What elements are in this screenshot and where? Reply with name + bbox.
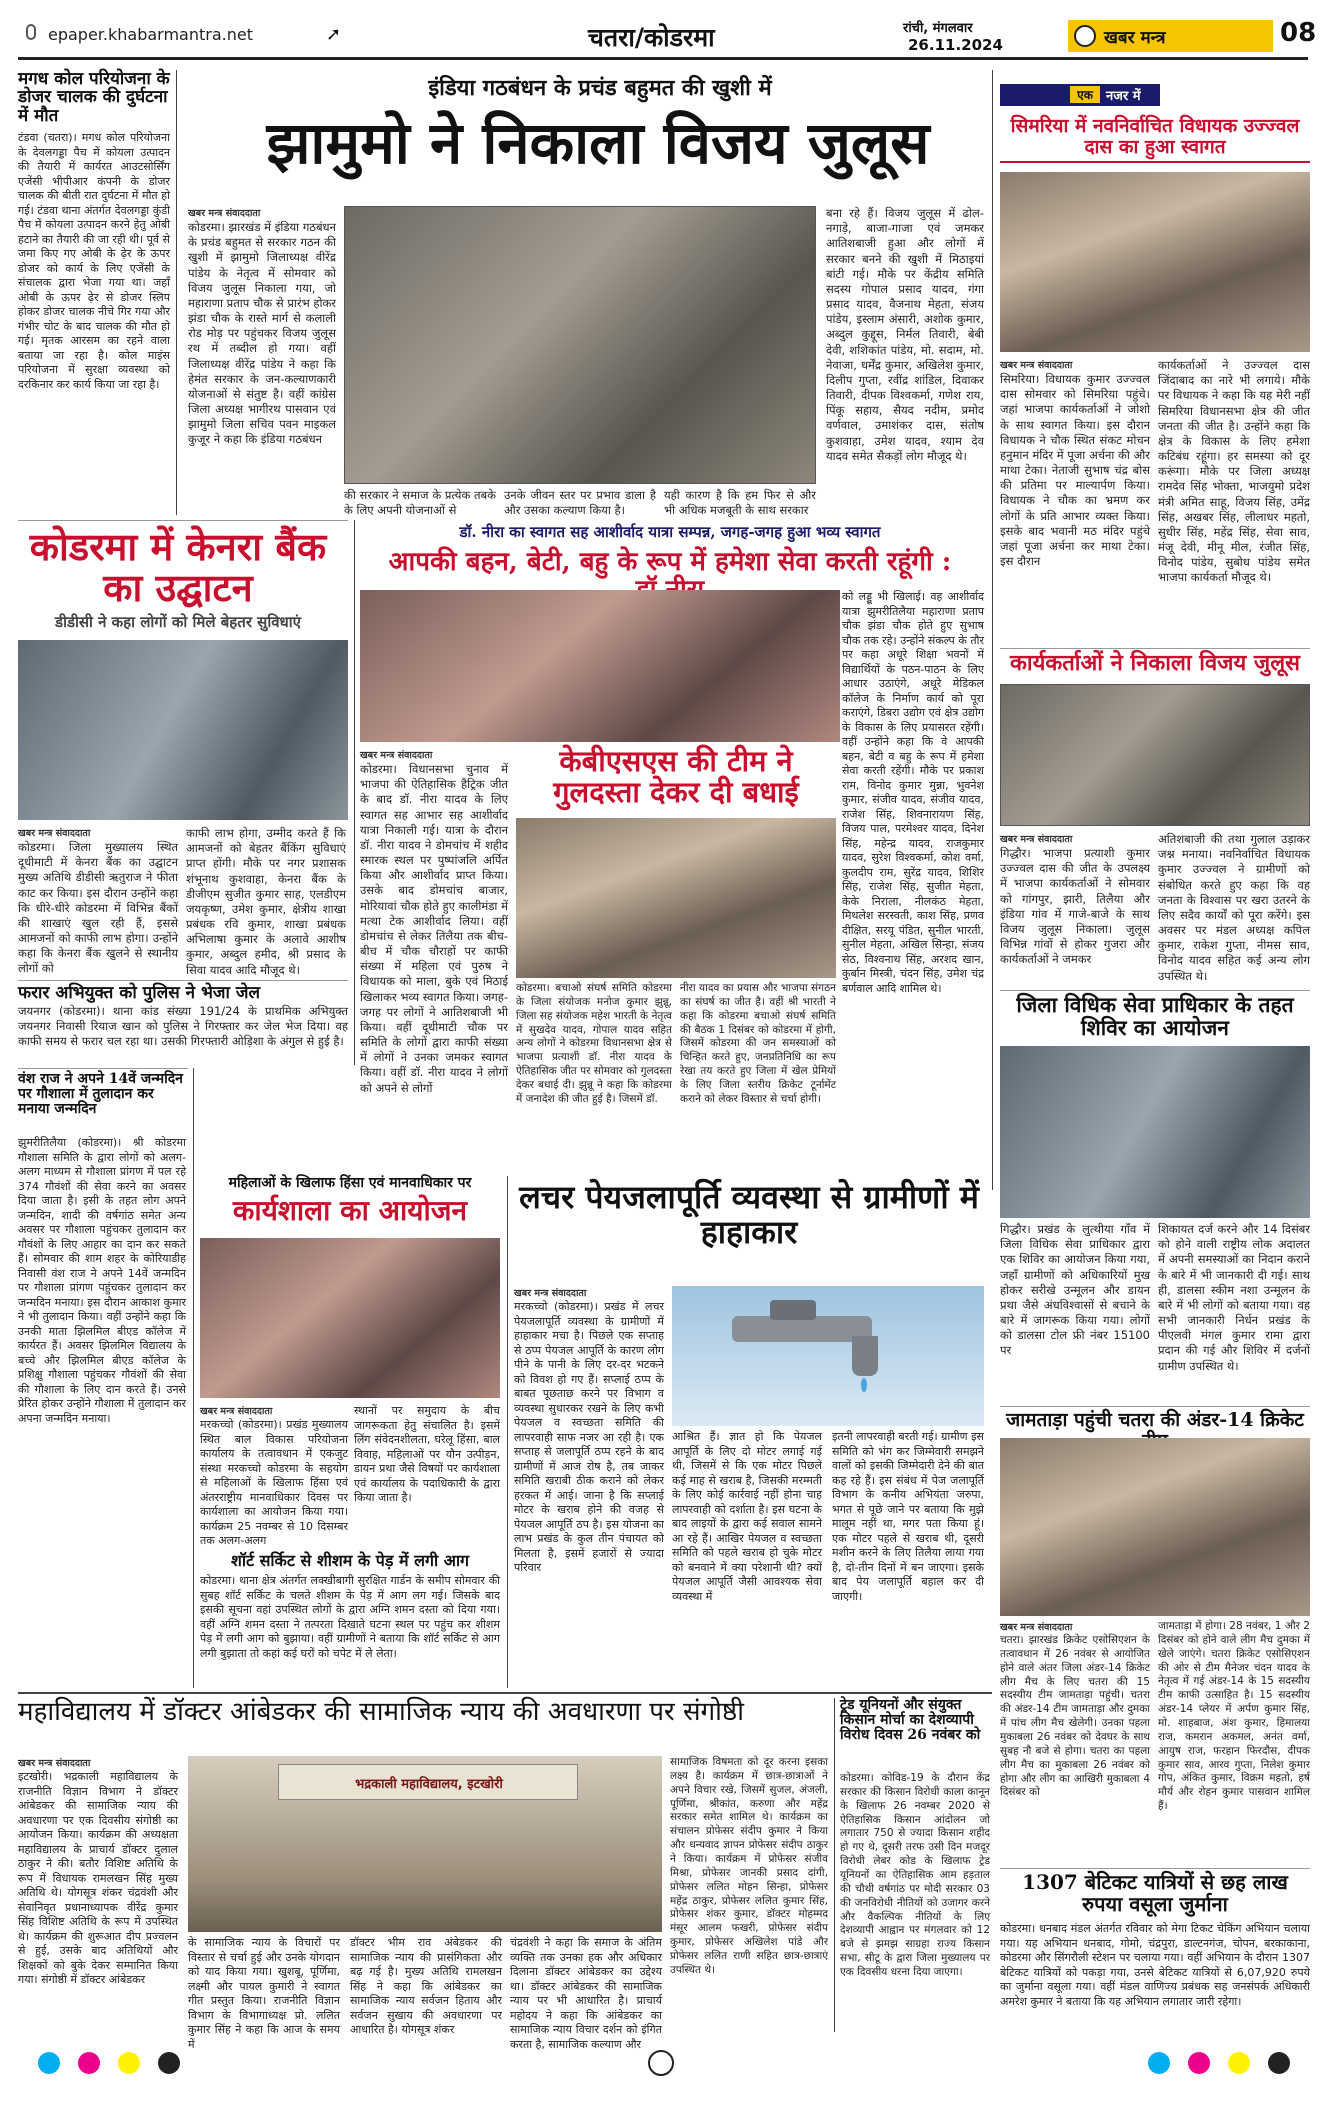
color-dot bbox=[38, 2052, 60, 2074]
neera-headline: आपकी बहन, बेटी, बहु के रूप में हमेशा सेवा करती रहूंगी : bbox=[388, 547, 952, 577]
color-dot bbox=[158, 2052, 180, 2074]
kenara-subhead: डीडीसी ने कहा लोगों को मिले बेहतर सुविधाएं bbox=[55, 613, 301, 631]
seminar-col4: सामाजिक विषमता को दूर करना इसका लक्ष्य है। कार्यक्रम में छात्र-छात्राओं ने अपने विचार रखे, जिसमें सुजल, अंजली, पूर्णिमा, श्रीकांत, करुणा और महेंद्र सरकार समेत शामिल थे। कार्यक्रम का संचालन प्रोफेसर संदीप कुमार ने किया और धन्यवाद ज्ञापन प्रोफेसर संदीप ठाकुर ने किया। कार्यक्रम में प्रोफेसर संजीव मिश्रा, प्रोफेसर जानकी प्रसाद दांगी, प्रोफेसर ललित मोहन सिन्हा, प्रोफेसर महेंद्र ठाकुर, प्रोफेसर ललित कुमार सिंह, प्रोफेसर शंकर कुमार, डॉक्टर मोहम्मद मंसूर आलम फखरी, प्रोफेसर संदीप कुमार, प्रोफेसर अखिलेश पांडे और प्रोफेसर ललित राणी सहित छात्र-छात्राएं उपस्थित थे। bbox=[670, 1756, 828, 1976]
cricket-photo bbox=[1000, 1438, 1310, 1616]
neera-byline: खबर मन्त्र संवाददाता bbox=[360, 750, 433, 761]
tag-part1: एक bbox=[1070, 86, 1100, 103]
kbsas-photo bbox=[516, 818, 836, 978]
lead-headline: झामुमो ने निकाला विजय जुलूस bbox=[266, 109, 930, 177]
kbsas-col1: कोडरमा। बचाओ संघर्ष समिति कोडरमा के जिला संयोजक मनोज कुमार झुन्नू, जिला सह संयोजक महेश भारती के नेतृत्व में सुखदेव यादव, गोपाल यादव सहित अन्य लोगों ने कोडरमा विधानसभा क्षेत्र से भाजपा प्रत्याशी डॉ. नीरा यादव के ऐतिहासिक जीत पर सोमवार को गुलदस्ता देकर बधाई दी। झुन्नू ने कहा कि कोडरमा में जनादेश की जीत हुई है। जिसमें डॉ. bbox=[516, 982, 672, 1105]
bansraj-body: झुमरीतिलैया (कोडरमा)। श्री कोडरमा गौशाला समिति के द्वारा लोगों को अलग-अलग माध्यम से गौशाला प्रांगण में पल रहे 374 गौवंशों की सेवा करने का अवसर दिया जाता है। इसी के तहत लोग अपने जन्मदिन, शादी की वर्षगांठ समेत अन्य अवसर पर गौशाला पहुंचकर तुलादान कर गौवंशों के लिए आहार का दान कर सकते हैं। सोमवार की शाम शहर के कोरियाडीह निवासी वंश राज ने अपने 14वें जन्मदिन पर गौशाला प्रांगण पहुंचकर तुलादान कर जन्मदिन मनाया। इस दौरान आकाश कुमार ने भी तुलादान किया। वहीं उन्होंने कहा कि उनकी माता झिलमिल बीएड कॉलेज में कार्यरत हैं। अवसर झिलमिल विद्यालय के बच्चे और झिलमिल बीएड कॉलेज के प्रशिक्षु गौशाला पहुंचकर गौवंशों की सेवा की गौशाला के लिए दान करते हैं। उनसे प्रेरित होकर उन्होंने गौशाला में तुलादान कर अपना जन्मदिन मनाया। bbox=[18, 1136, 186, 1425]
headline: मगध कोल परियोजना के डोजर चालक की दुर्घटना में मौत bbox=[18, 69, 170, 126]
brand-badge bbox=[1068, 20, 1273, 52]
seminar-col2: के सामाजिक न्याय के विचारों पर विस्तार से चर्चा हुई और उनके योगदान को याद किया गया। खुशबू, पूर्णिमा, लक्ष्मी और पायल कुमारी ने स्वागत गीत प्रस्तुत किया। राजनीति विज्ञान विभाग के विभागाध्यक्ष प्रो. ललित कुमार सिंह ने कहा कि आज के समय में bbox=[188, 1936, 340, 2051]
story-coal-accident bbox=[18, 70, 170, 515]
crosshair-icon bbox=[648, 2050, 674, 2076]
seminar-photo bbox=[188, 1756, 662, 1932]
nazar-byline: खबर मन्त्र संवाददाता bbox=[1000, 360, 1073, 371]
color-dot bbox=[1228, 2052, 1250, 2074]
nazar-photo bbox=[1000, 172, 1310, 352]
water-headline: लचर पेयजलापूर्ति व्यवस्था से ग्रामीणों में हाहाकार bbox=[519, 1178, 979, 1251]
vijay2-col1: गिद्धौर। भाजपा प्रत्याशी कुमार उज्ज्वल दास की जीत के उपलक्ष्य में भाजपा कार्यकर्ताओं ने सोमवार को गांगपुर, झारी, तिलैया और इंडिया गांव में गाजे-बाजे के साथ विजय जुलूस निकाला। जुलूस विभिन्न गांवों से होकर गुजरा और कार्यकर्ताओं ने जमकर bbox=[1000, 846, 1150, 967]
ticket-body: कोडरमा। धनबाद मंडल अंतर्गत रविवार को मेगा टिकट चेकिंग अभियान चलाया गया। यह अभियान धनबाद, गोमो, चंद्रपुरा, डाल्टनगंज, चोपन, बरकाकाना, कोडरमा और सिंगरौली स्टेशन पर चलाया गया। वहीं अभियान के दौरान 1307 बेटिकट यात्रियों को पकड़ा गया, उनसे बेटिकट यात्रियों से 6,07,920 रुपये का जुर्माना वसूला गया। वहीं मंडल वाणिज्य प्रबंधक सह जनसंपर्क अधिकारी अमरेश कुमार ने बताया कि यह अभियान लगातार जारी रहेगा। bbox=[1000, 1922, 1310, 2008]
lead-col3: बना रहे हैं। विजय जुलूस में ढोल-नगाड़े, बाजा-गाजा एवं जमकर आतिशबाजी हुआ और लोगों में सरकार बनने की खुशी में मिठाइयां बांटी गई। मौके पर केंद्रीय समिति सदस्य गोपाल प्रसाद यादव, गंगा प्रसाद यादव, वैजनाथ मेहता, संजय पांडेय, इस्लाम अंसारी, अशोक कुमार, अब्दुल कुद्दूस, निर्मल तिवारी, बेबी देवी, शशिकांत पांडेय, मो. सदाम, मो. नेवाजा, धर्मेंद्र कुमार, अखिलेश कुमार, दिलीप गुप्ता, रवींद्र शांडिल, दिवाकर तिवारी, दीपक विश्वकर्मा, गणेश राय, पिंकू सहाय, सैयद नदीम, प्रमोद वर्णवाल, उमाशंकर दास, संतोष कुशवाहा, उमेश यादव, श्याम देव यादव समेत सैकड़ों लोग मौजूद थे। bbox=[826, 206, 984, 463]
brand-name: खबर मन्त्र bbox=[1104, 28, 1166, 48]
tap-photo bbox=[672, 1286, 984, 1426]
cursor-icon: ➚ bbox=[326, 24, 342, 45]
mouse-icon bbox=[26, 24, 36, 40]
kenara-headline: कोडरमा में केनरा बैंक का उद्घाटन bbox=[29, 524, 327, 611]
nazar-col2: कार्यकर्ताओं ने उज्ज्वल दास जिंदाबाद का नारे भी लगाये। मौके पर विधायक ने कहा कि यह मेरी नहीं सिमरिया विधानसभा क्षेत्र की जीत जनता की जीत है। उन्होंने कहा कि क्षेत्र के विकास के लिए हमेशा कटिबंध रहूंगा। हर समस्या को दूर करूंगा। मौके पर जिला अध्यक्ष रामदेव सिंह भोक्ता, भाजयुमो प्रदेश मंत्री अमित साहू, विजय सिंह, उमेंद्र सिंह, अखबर सिंह, लीलाधर महतो, सुधीर सिंह, महेंद्र सिंह, सेवा साव, मंजू देवी, मीनू मील, रंजीत सिंह, विनोद पांडेय, सुबोध पांडेय समेत भाजपा कार्यकर्ता मौजूद थे। bbox=[1158, 358, 1310, 585]
seminar-headline: महाविद्यालय में डॉक्टर आंबेडकर की सामाजिक न्याय की अवधारणा पर संगोष्ठी bbox=[18, 1697, 744, 1727]
kenara-photo bbox=[18, 640, 348, 820]
page-number: 08 bbox=[1280, 18, 1317, 48]
brand-logo-icon bbox=[1074, 25, 1096, 47]
lead-kicker: इंडिया गठबंधन के प्रचंड बहुमत की खुशी में bbox=[428, 75, 772, 101]
mahila-kicker: महिलाओं के खिलाफ हिंसा एवं मानवाधिकार पर bbox=[228, 1175, 472, 1191]
seminar-col3: डॉक्टर भीम राव अंबेडकर की सामाजिक न्याय की प्रासंगिकता और बढ़ गई है। मुख्य अतिथि रामलखन सिंह ने कहा कि आंबेडकर का सामाजिक न्याय सर्वजन हिताय और सर्वजन सुखाय की अवधारणा पर आधारित है। योगसूत्र शंकर bbox=[350, 1936, 502, 2037]
mahila-col2: स्थानों पर समुदाय के बीच जागरूकता हेतु संचालित है। इसमें लिंग संवेदनशीलता, घरेलू हिंसा, बाल विवाह, महिलाओं पर यौन उत्पीड़न, डायन प्रथा जैसे विषयों पर कार्यशाला एवं कार्यालय के पदाधिकारी के द्वारा किया जाता है। bbox=[354, 1404, 500, 1505]
footer-registration-marks bbox=[18, 2044, 1308, 2084]
kenara-col2: काफी लाभ होगा, उम्मीद करते हैं कि आमजनों को बेहतर बैंकिंग सुविधाएं प्राप्त होंगी। मौके पर नगर प्रशासक शंभूनाथ कुशवाहा, केनरा बैंक के डीजीएम सुजीत कुमार साह, एलडीएम जयकृष्ण, उमेश कुमार, क्षेत्रीय शाखा प्रबंधक रवि कुमार, शाखा प्रबंधक अभिलाषा कुमार के अलावे आशीष कुमार, अब्दुल हमीद, श्री प्रसाद के सिवा यादव आदि मौजूद थे। bbox=[186, 826, 346, 977]
lead-col1: कोडरमा। झारखंड में इंडिया गठबंधन के प्रचंड बहुमत से सरकार गठन की खुशी में झामुमो जिलाध्यक्ष वीरेंद्र पांडेय के नेतृत्व में सोमवार को विजय जुलूस निकाला गया, जो महाराणा प्रताप चौक से प्रारंभ होकर झंडा चौक के रास्ते मार्ग से कलाली रोड मोड़ पर पहुंचकर विजय जुलूस रथ में तब्दील हो गया। वहीं जिलाध्यक्ष वीरेंद्र पांडेय ने कहा कि हेमंत सरकार के जन-कल्याणकारी योजनाओं से संतुष्ट है। वहीं कांग्रेस जिला अध्यक्ष भागीरथ पासवान एवं झामुमो जिला सचिव पवन माइकल कुजूर ने कहा कि इंडिया गठबंधन bbox=[188, 220, 336, 447]
water-col3: इतनी लापरवाही बरती गई। ग्रामीण इस समिति को भंग कर जिम्मेवारी समझने वालों को इसकी जिम्मेदारी देने की बात कह रहे हैं। इस संबंध में पेज जलापूर्ति विभाग के कनीय अभियंता जरुपा, भगत से पूछे जाने पर बताया कि मुझे मालूम नहीं था, मगर पता किया हूं। एक मोटर पहले से खराब थी, दूसरी मशीन करने के लिए तिलैया लाया गया है, दो-तीन दिनों में बन जाएगा। इसके बाद पेय जलापूर्ति बहाल कर दी जाएगी। bbox=[832, 1430, 984, 1603]
color-dot bbox=[1268, 2052, 1290, 2074]
vijay2-col2: अतिशबाजी की तथा गुलाल उड़ाकर जश्न मनाया। नवनिर्वाचित विधायक कुमार उज्ज्वल ने ग्रामीणों को संबोधित करते हुए कहा कि वह जनता के विश्वास पर खरा उतरने के लिए सदैव कार्यों को पूरा करेंगे। इस अवसर पर मंडल अध्यक्ष कपिल कुमार, राकेश गुप्ता, नीमस साव, विनोद यादव सहित कई अन्य लोग उपस्थित थे। bbox=[1158, 832, 1310, 983]
vijay2-headline: कार्यकर्ताओं ने निकाला विजय जुलूस bbox=[1009, 650, 1301, 676]
water-col1: मरकच्चो (कोडरमा)। प्रखंड में लचर पेयजलापूर्ति व्यवस्था के ग्रामीणों में हाहाकार मचा है। पिछले एक सप्ताह से ठप्प पेयजल आपूर्ति के कारण लोग पीने के पानी के लिए दर-दर भटकने को विवश हो गए हैं। सप्लाई ठप्प के बाबत पूछताछ करने पर विभाग व व्यवस्था सुधारकर रखने के लिए कभी पेयजल व स्वच्छता समिति की लापरवाही साफ नजर आ रही है। एक सप्ताह से जलापूर्ति ठप्प रहने के बाद ग्रामीणों में आज रोष है, तब जाकर समिति खराबी ठीक कराने को लेकर हरकत में आई। जाना है कि सप्लाई मोटर के खराब होने की वजह से पेयजल आपूर्ति ठप है। इस योजना का लाभ प्रखंड के कुल तीन पंचायत को मिलता है, इसमें हजारों से ज्यादा परिवार bbox=[514, 1300, 664, 1575]
cricket-headline: जामताड़ा पहुंची चतरा की अंडर-14 क्रिकेट bbox=[1006, 1409, 1304, 1431]
lead-col2c: यही कारण है कि हम फिर से और भी अधिक मजबूती के साथ सरकार bbox=[664, 488, 816, 518]
short-circuit-body: कोडरमा। थाना क्षेत्र अंतर्गत लक्खीबागी सुरक्षित गार्डन के समीप सोमवार की सुबह शॉर्ट सर्किट के चलते शीशम के पेड़ में आग लग गई। जिसके बाद इसकी सूचना वहां उपस्थित लोगों के द्वारा अग्नि शमन दस्ता को दिया गया। वहीं अग्नि शमन दस्ता ने तत्परता दिखाते घटना स्थल पर पहुंच कर शीशम पेड़ में लगी आग को बुझाया। वहीं ग्रामीणों ने बताया कि शॉर्ट सर्किट से आग लगी बुझाता तो कहां कई घरों को चपेट में ले लेता। bbox=[200, 1574, 500, 1660]
legal-photo bbox=[1000, 1046, 1310, 1218]
cricket-col2: जामताड़ा में होगा। 28 नवंबर, 1 और 2 दिसंबर को होने वाले लीग मैच दुमका में खेले जाएंगे। चतरा क्रिकेट एसोसिएशन की ओर से टीम मैनेजर चंदन यादव के नेतृत्व में गई अंडर-14 के 15 सदस्यीय टीम काफी उत्साहित है। 15 सदस्यीय अंडर-14 प्लेयर में अर्पण कुमार सिंह, मो. शाहबाज, अंश कुमार, हिमालया राज, कमरान अकमल, अनंत वर्मा, आयुष राज, फरहान फिरदौस, दीपक कुमार साव, आरव गुप्ता, निलेश कुमार गोप, अंकित कुमार, विक्रम महतो, हर्ष मौर्य और रोहन कुमार पासवान शामिल हैं। bbox=[1158, 1620, 1310, 1813]
cricket-col1: चतरा। झारखंड क्रिकेट एसोसिएशन के तत्वावधान में 26 नवंबर से आयोजित होने वाले अंतर जिला अंडर-14 क्रिकेट लीग मैच के लिए चतरा की 15 सदस्यीय टीम जामताड़ा पहुंची। चतरा की अंडर-14 टीम जामताड़ा और दुमका में पांच लीग मैच खेलेगी। उनका पहला मुकाबला 26 नवंबर को देवघर के साथ सुबह नौ बजे से होगा। चतरा का पहला लीग मैच का मुकाबला 26 नवंबर को होगा और लीग का आखिरी मुकाबला 4 दिसंबर को bbox=[1000, 1634, 1150, 1799]
seminar-col5: चंद्रवंशी ने कहा कि समाज के अंतिम व्यक्ति तक उनका हक और अधिकार दिलाना डॉक्टर आंबेडकर का उद्देश्य था। डॉक्टर आंबेडकर की सामाजिक न्याय पर भी आधारित है। प्राचार्य महोदय ने कहा कि आंबेडकर का सामाजिक न्याय विचार दर्शन को इंगित करता है, सामाजिक कल्याण और bbox=[510, 1936, 662, 2051]
mahila-photo bbox=[200, 1238, 500, 1398]
neera-kicker: डॉ. नीरा का स्वागत सह आशीर्वाद यात्रा सम्पन्न, जगह-जगह हुआ भव्य स्वागत bbox=[459, 523, 881, 541]
kbsas-col2: नीरा यादव का प्रयास और भाजपा संगठन का संघर्ष का जीत है। वहीं श्री भारती ने कहा कि कोडरमा बचाओ संघर्ष समिति की बैठक 1 दिसंबर को कोडरमा में होगी, जिसमें कोडरमा की जन समस्याओं को चिन्हित करते हुए, जनप्रतिनिधि का रूप रेखा तय करते हुए जिला में खेल प्रेमियों के लिए जिला स्तरीय क्रिकेट टूर्नामेंट कराने को लेकर विस्तार से चर्चा होगी। bbox=[680, 982, 836, 1105]
seminar-col1: इटखोरी। भद्रकाली महाविद्यालय के राजनीति विज्ञान विभाग ने डॉक्टर आंबेडकर की सामाजिक न्याय की अवधारणा पर एक दिवसीय संगोष्ठी का आयोजन किया। कार्यक्रम की अध्यक्षता महाविद्यालय के प्राचार्य डॉक्टर दुलाल ठाकुर ने की। बतौर विशिष्ट अतिथि के रूप में विधायक रामलखन सिंह मुख्य अतिथि थे। योगसूत्र शंकर चंद्रवंशी और सेवानिवृत प्रधानाध्यापक वीरेंद्र कुमार सिंह विशिष्ट अतिथि के रूप में उपस्थित थे। कार्यक्रम की शुरूआत दीप प्रज्वलन से हुई, उसके बाद अतिथियों और शिक्षकों को बुके देकर सम्मानित किया गया। संगोष्ठी में डॉक्टर आंबेडकर bbox=[18, 1770, 178, 1987]
date: 26.11.2024 bbox=[908, 36, 1003, 54]
color-dot bbox=[1188, 2052, 1210, 2074]
color-dot bbox=[1148, 2052, 1170, 2074]
lead-col2b: उनके जीवन स्तर पर प्रभाव डाला है और उसका कल्याण किया है। bbox=[504, 488, 656, 518]
trade-body: कोडरमा। कोविड-19 के दौरान केंद्र सरकार की किसान विरोधी काला कानून के खिलाफ 26 नवम्बर 2020 से ऐतिहासिक किसान आंदोलन जो लगातार 750 से ज्यादा किसान शहीद हो गए थे, दूसरी तरफ उसी दिन मजदूर विरोधी लेबर कोड के खिलाफ ट्रेड यूनियनों का ऐतिहासिक आम हड़ताल की चौथी वर्षगांठ पर मोदी सरकार 03 की जनविरोधी नीतियों को उजागर करने और वैकल्पिक नीतियों के लिए देशव्यापी आह्वान पर मंगलवार को 12 बजे से झमझ साग्रहा राज्य किसान सभा, सीटू के द्वारा जिला मुख्यालय पर एक दिवसीय धरना दिया जाएगा। bbox=[840, 1772, 990, 1979]
bansraj-headline: वंश राज ने अपने 14वें जन्मदिन पर गौशाला में तुलादान कर मनाया जन्मदिन bbox=[18, 1071, 183, 1118]
ticket-headline: 1307 बेटिकट यात्रियों से छह लाख रुपया वसूला जुर्माना bbox=[1022, 1870, 1288, 1916]
legal-col1: गिद्धौर। प्रखंड के लुत्थीया गाँव में जिला विधिक सेवा प्राधिकार द्वारा एक शिविर का आयोजन किया गया, जहाँ ग्रामीणों को अधिकारियों मुख होकर सरीखे उन्मूलन और डायन प्रथा जैसे अंधविश्वासों से बचाने के बारे में जागरूक किया गया। लोगों को डालसा टोल फ्री नंबर 15100 पर bbox=[1000, 1222, 1150, 1358]
legal-col2: शिकायत दर्ज करने और 14 दिसंबर को होने वाली राष्ट्रीय लोक अदालत में अपनी समस्याओं का निदान कराने के बारे में भी जानकारी दी गई। साथ ही, डालसा स्कीम नशा उन्मूलन के बारे में भी लोगों को बताया गया। वह सभी जानकारी निर्धन प्रखंड के पीएलवी मंगल कुमार रामा द्वारा प्रदान की गई और शिविर में दर्जनों ग्रामीण उपस्थित थे। bbox=[1158, 1222, 1310, 1373]
section-title: चतरा/कोडरमा bbox=[588, 23, 715, 52]
trade-headline: ट्रेड यूनियनों और संयुक्त किसान मोर्चा का देशव्यापी विरोध दिवस 26 नवंबर को bbox=[840, 1697, 981, 1744]
masthead-bar bbox=[18, 16, 1317, 60]
nazar-col1: सिमरिया। विधायक कुमार उज्ज्वल दास सोमवार को सिमरिया पहुंचे। जहां भाजपा कार्यकर्ताओं ने जोशो के साथ स्वागत किया। इस दौरान विधायक ने चौक स्थित संकट मोचन हनुमान मंदिर में पूजा अर्चना की और माथा टेका। नेताजी सुभाष चंद्र बोस की प्रतिमा पर माल्यार्पण किया। विधायक ने चौक का भ्रमण कर लोगों के प्रति आभार व्यक्त किया। इसके बाद भवानी मठ मंदिर पहुंचे जहां पूजा अर्चना कर माथा टेका। इस दौरान bbox=[1000, 372, 1150, 569]
neera-col1: कोडरमा। विधानसभा चुनाव में भाजपा की ऐतिहासिक हैट्रिक जीत के बाद डॉ. नीरा यादव के लिए स्वागत सह आभार सह आशीर्वाद यात्रा निकाली गई। यात्रा के दौरान डॉ. नीरा यादव ने डोमचांच में शहीद स्मारक स्थल पर पुष्पांजलि अर्पित किया और आशीर्वाद प्राप्त किया। उसके बाद डोमचांच बाजार, मोरियावां चौक होते हुए कालीमंडा में मत्था टेक आशीर्वाद लिया। वहीं डोमचांच से लेकर तिलैया तक बीच-बीच में चौक चौराहों पर काफी संख्या में महिला एवं पुरुष ने विधायक को माला, बुके एवं मिठाई खिलाकर भव्य स्वागत किया। जगह-जगह पर लोगों ने आतिशबाजी भी किया। वहीं दूधीमाटी चौक पर समिति के लोगों द्वारा काफी संख्या में लोगों ने उनका जमकर स्वागत किया। वहीं डॉ. नीरा यादव ने लोगों को अपने से लोगों bbox=[360, 762, 508, 1095]
color-dot bbox=[118, 2052, 140, 2074]
mahila-headline: कार्यशाला का आयोजन bbox=[232, 1194, 468, 1227]
tag-part2: नजर में bbox=[1106, 89, 1141, 104]
lead-photo bbox=[344, 206, 816, 484]
lead-col2a: की सरकार ने समाज के प्रत्येक तबके के लिए अपनी योजनाओं से bbox=[344, 488, 496, 518]
kenara-col1: कोडरमा। जिला मुख्यालय स्थित दूधीमाटी में केनरा बैंक का उद्घाटन मुख्य अतिथि डीडीसी ऋतुराज ने फीता काट कर किया। इस दौरान उन्होंने कहा कि धीरे-धीरे कोडरमा में विभिन्न बैंकों की शाखाएं खुल रही हैं, इससे आमजनों को काफी लाभ होगा। उन्होंने कहा कि केनरा बैंक खुलने से स्थानीय लोगों को bbox=[18, 840, 178, 976]
mahila-byline: खबर मन्त्र संवाददाता bbox=[200, 1406, 273, 1417]
vijay2-photo bbox=[1000, 684, 1310, 826]
short-circuit-headline: शॉर्ट सर्किट से शीशम के पेड़ में लगी आग bbox=[230, 1551, 470, 1570]
neera-photo bbox=[360, 590, 840, 742]
seminar-banner bbox=[278, 1764, 578, 1800]
water-col2: आश्रित हैं। ज्ञात हो कि पेयजल आपूर्ति के लिए दो मोटर लगाई गई थी, जिसमें से कि एक मोटर पिछले कई माह से खराब है, जिसकी मरम्मती के लिए कोई कार्रवाई नहीं होना चाह लापरवाही को दर्शाता है। इस घटना के बाद लाइयों के द्वारा कई सवाल सामने आ रहे हैं। आखिर पेयजल व स्वच्छता समिति को पहले खराब हो चुके मोटर को बनवाने में क्या परेशानी थी? क्यों पेयजल आपूर्ति जैसी आवश्यक सेवा व्यवस्था में bbox=[672, 1430, 822, 1603]
kenara-byline: खबर मन्त्र संवाददाता bbox=[18, 828, 91, 839]
farar-headline: फरार अभियुक्त को पुलिस ने भेजा जेल bbox=[18, 983, 261, 1003]
seminar-byline: खबर मन्त्र संवाददाता bbox=[18, 1758, 91, 1769]
legal-headline: जिला विधिक सेवा प्राधिकार के तहत शिविर का आयोजन bbox=[1016, 992, 1294, 1040]
mahila-col1: मरकच्चो (कोडरमा)। प्रखंड मुख्यालय स्थित बाल विकास परियोजना कार्यालय के तत्वावधान में एकजुट संस्था मरकच्चो कोडरमा के सहयोग से महिलाओं के खिलाफ हिंसा एवं अंतरराष्ट्रीय मानवाधिकार दिवस पर कार्यशाला का आयोजन किया गया। कार्यक्रम 25 नवम्बर से 10 दिसम्बर तक अलग-अलग bbox=[200, 1418, 348, 1548]
nazar-headline: सिमरिया में नवनिर्वाचित विधायक उज्ज्वल दास का हुआ स्वागत bbox=[1000, 116, 1310, 163]
vijay2-byline: खबर मन्त्र संवाददाता bbox=[1000, 834, 1073, 845]
water-byline: खबर मन्त्र संवाददाता bbox=[514, 1288, 587, 1299]
banner-text: भद्रकाली महाविद्यालय, इटखोरी bbox=[355, 1777, 503, 1792]
neera-col3: को लड्डू भी खिलाई। वह आशीर्वाद यात्रा झुमरीतिलैया महाराणा प्रताप चौक झंडा चौक होते हुए सुभाष चौक तक रहे। उन्होंने संकल्प के तौर पर कहा अधूरे शिक्षा भवनों में विद्यार्थियों के पठन-पाठन के लिए आधार उठाएंगे, अधूरे मेडिकल कॉलेज के निर्माण कार्य को पूरा कराएंगे, डिबरा उद्योग एवं क्षेत्र उद्योग के विकास के लिए प्रयासरत रहेंगी। वहीं उन्होंने कहा कि वे आपकी बहन, बेटी व बहु के रूप में हमेशा सेवा करती रहेंगी। मौके पर प्रकाश राम, विनोद कुमार मुन्ना, भुवनेश कुमार, संजीव यादव, संजीव यादव, राजेश सिंह, शिवनारायण सिंह, विजय पाल, परमेश्वर यादव, दिनेश सिंह, महेन्द्र यादव, राजकुमार यादव, सुरेश विश्वकर्मा, कोश वर्मा, कुलदीप राम, सुरेंद्र यादव, शिशिर सिंह, राजेश सिंह, सुजीत मेहता, केके निराला, नीलकंठ मेहता, मिथलेश सरस्वती, काश सिंह, प्रणव दीक्षित, सरयू पंडित, सुनील भारती, सुनील मेहता, अखिल सिन्हा, संजय सेठ, विश्वनाथ सिंह, अरशद खान, कुर्बान मिस्त्री, चंदन सिंह, उमेश चंद्र बर्णवाल आदि शामिल थे। bbox=[842, 590, 984, 995]
kbsas-headline: केबीएसएस की टीम ने गुलदस्ता देकर दी बधाई bbox=[553, 744, 799, 810]
lead-byline: खबर मन्त्र संवाददाता bbox=[188, 208, 261, 219]
site-url[interactable]: epaper.khabarmantra.net bbox=[48, 25, 253, 44]
nazar-tag bbox=[1000, 84, 1160, 106]
cricket-byline: खबर मन्त्र संवाददाता bbox=[1000, 1622, 1073, 1633]
color-dot bbox=[78, 2052, 100, 2074]
farar-body: जयनगर (कोडरमा)। थाना कांड संख्या 191/24 के प्राथमिक अभियुक्त जयनगर निवासी रियाज खान को पुलिस ने गिरफ्तार कर जेल भेज दिया। वह काफी समय से फरार चल रहा था। उसकी गिरफ्तारी ओड़िशा के अंगुल से हुई है। bbox=[18, 1004, 348, 1049]
city-day: रांची, मंगलवार bbox=[903, 21, 973, 36]
story-body: टंडवा (चतरा)। मगध कोल परियोजना के देवलगड्डा पैच में कोयला उत्पादन की तैयारी में कार्यरत आउटसोर्सिंग एजेंसी भीपीआर कंपनी के डोजर चालक की बीती रात दुर्घटना में मौत हो गई। टंडवा थाना अंतर्गत देवलगड्डा कुंडी पैच में कोयला उत्पादन करने हेतु ओबी हटाने का तैयारी की जा रही थी। पूर्व से जमा किए गए ओबी के ढ़ेर के ऊपर डोजर को कार्य के लिए एजेंसी के संचालक द्वारा भेजा गया था। जहाँ ओबी के ऊपर ढ़ेर से डोजर स्लिप होकर डोजर चालक नीचे गिर गया और गंभीर चोट के बाद चालक की मौत हो गई। मृतक आरसम का रहने वाला बताया जा रहा है। कोल माइंस परियोजना में सुरक्षा व्यवस्था को दरकिनार कर कार्य किया जा रहा है। bbox=[18, 131, 170, 391]
